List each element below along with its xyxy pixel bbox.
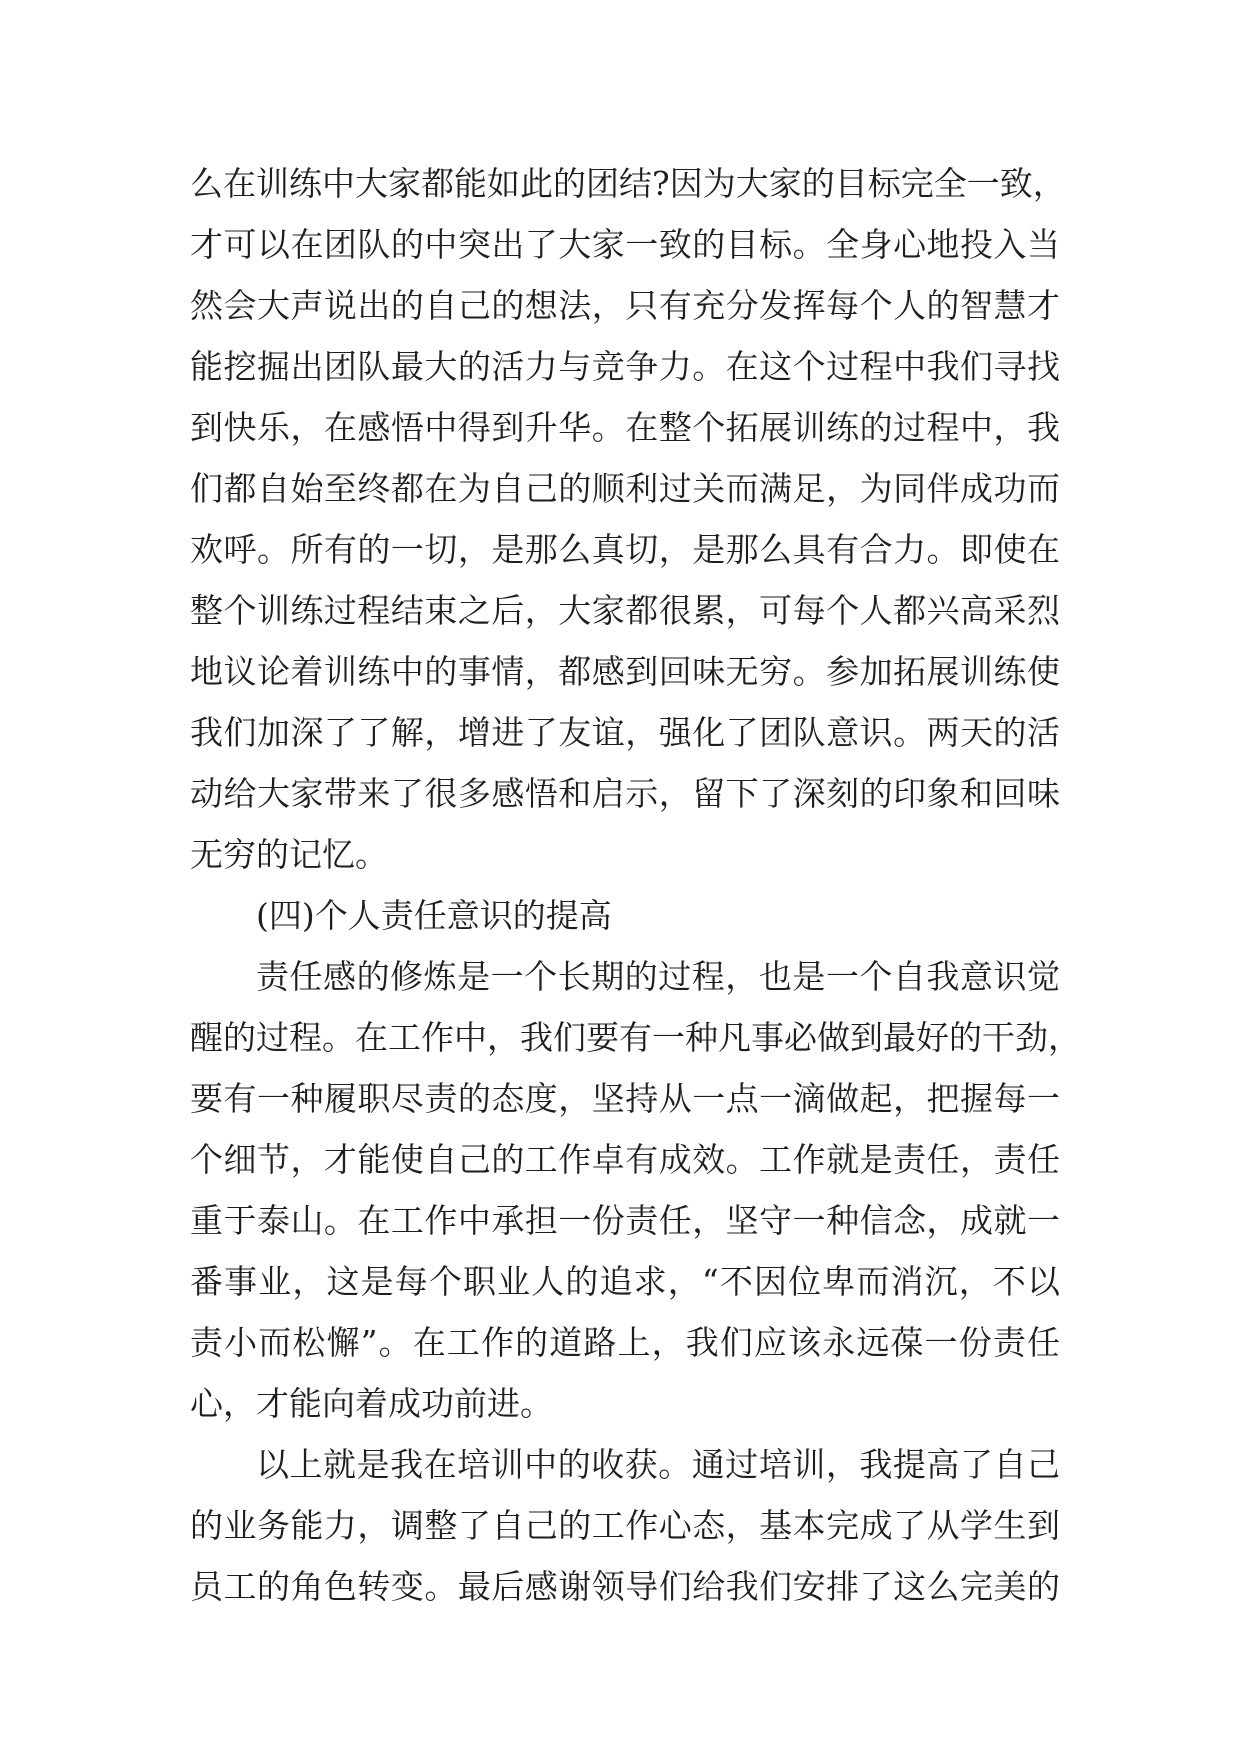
paragraph-line: 要有一种履职尽责的态度，坚持从一点一滴做起，把握每一 (190, 1079, 1060, 1118)
paragraph-line: 醒的过程。在工作中，我们要有一种凡事必做到最好的干劲， (190, 1018, 1081, 1057)
paragraph-line: 到快乐，在感悟中得到升华。在整个拓展训练的过程中，我 (190, 408, 1060, 447)
paragraph-line: 动给大家带来了很多感悟和启示，留下了深刻的印象和回味 (190, 774, 1060, 813)
paragraph-line: 责小而松懈”。在工作的道路上，我们应该永远葆一份责任 (190, 1323, 1060, 1362)
paragraph-line: 无穷的记忆。 (190, 835, 388, 874)
paragraph-line: 们都自始至终都在为自己的顺利过关而满足，为同伴成功而 (190, 469, 1060, 508)
paragraph-line: 重于泰山。在工作中承担一份责任，坚守一种信念，成就一 (190, 1201, 1060, 1240)
paragraph-line: 然会大声说出的自己的想法，只有充分发挥每个人的智慧才 (190, 286, 1060, 325)
paragraph-line: 整个训练过程结束之后，大家都很累，可每个人都兴高采烈 (190, 591, 1060, 630)
paragraph-line: 以上就是我在培训中的收获。通过培训，我提高了自己 (256, 1445, 1060, 1484)
paragraph-line: 能挖掘出团队最大的活力与竞争力。在这个过程中我们寻找 (190, 347, 1060, 386)
section-heading: (四)个人责任意识的提高 (256, 896, 612, 935)
paragraph-line: 番事业，这是每个职业人的追求，“不因位卑而消沉，不以 (190, 1262, 1060, 1301)
paragraph-line: 才可以在团队的中突出了大家一致的目标。全身心地投入当 (190, 225, 1060, 264)
paragraph-line: 个细节，才能使自己的工作卓有成效。工作就是责任，责任 (190, 1140, 1060, 1179)
paragraph-line: 的业务能力，调整了自己的工作心态，基本完成了从学生到 (190, 1506, 1060, 1545)
paragraph-line: 么在训练中大家都能如此的团结?因为大家的目标完全一致， (190, 164, 1066, 203)
paragraph-line: 责任感的修炼是一个长期的过程，也是一个自我意识觉 (256, 957, 1060, 996)
paragraph-line: 我们加深了了解，增进了友谊，强化了团队意识。两天的活 (190, 713, 1060, 752)
paragraph-line: 地议论着训练中的事情，都感到回味无穷。参加拓展训练使 (190, 652, 1060, 691)
paragraph-line: 员工的角色转变。最后感谢领导们给我们安排了这么完美的 (190, 1567, 1060, 1606)
paragraph-line: 欢呼。所有的一切，是那么真切，是那么具有合力。即使在 (190, 530, 1060, 569)
paragraph-line: 心，才能向着成功前进。 (190, 1384, 553, 1423)
